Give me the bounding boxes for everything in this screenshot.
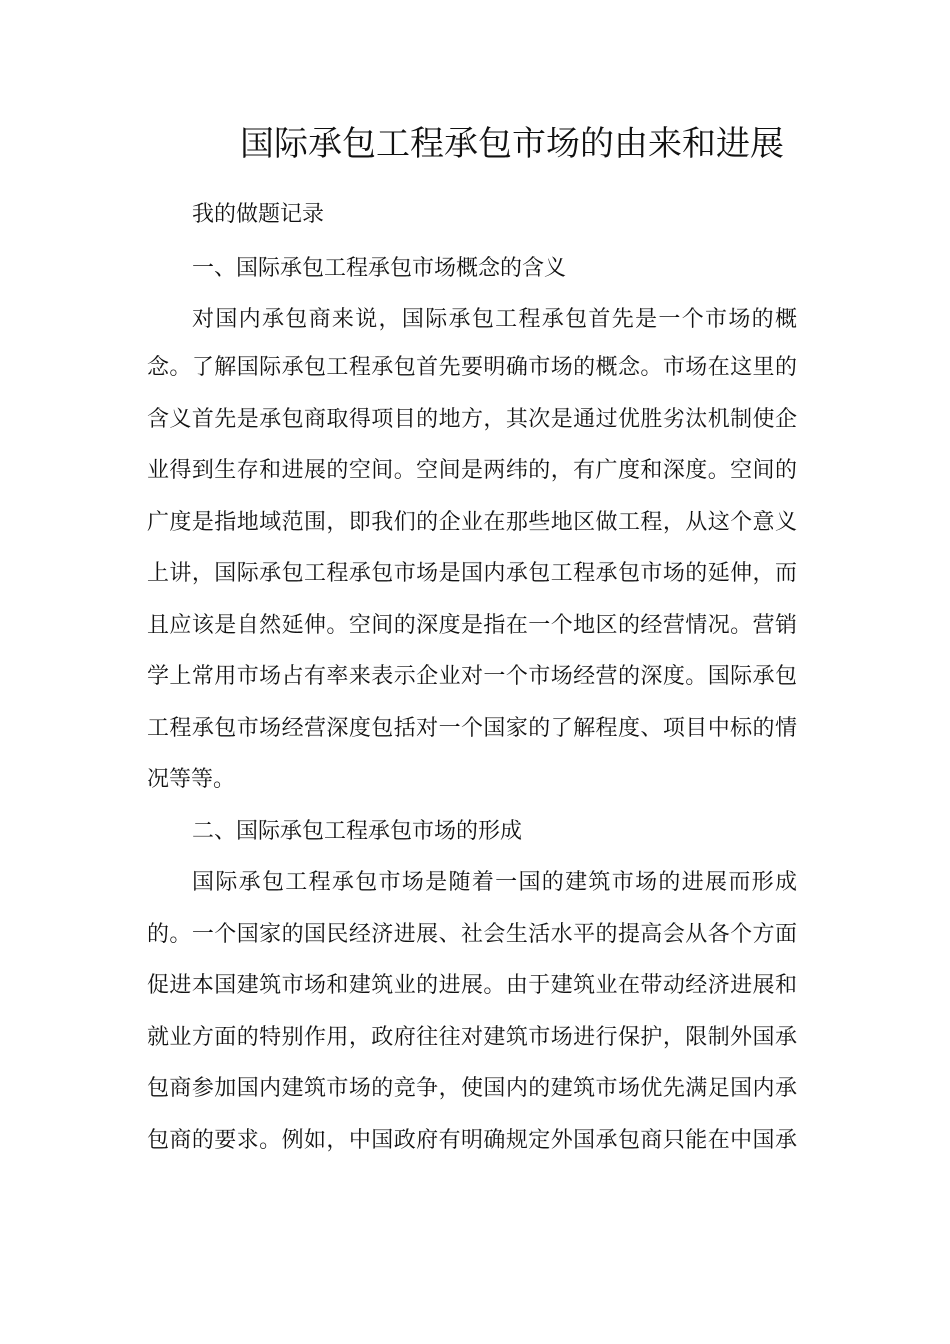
paragraph-line: 对国内承包商来说，国际承包工程承包首先是一个市场的概 <box>192 307 797 332</box>
section-2-heading: 二、国际承包工程承包市场的形成 <box>192 819 523 844</box>
paragraph-line: 学上常用市场占有率来表示企业对一个市场经营的深度。国际承包 <box>147 664 797 689</box>
record-label: 我的做题记录 <box>192 202 325 227</box>
paragraph-line: 工程承包市场经营深度包括对一个国家的了解程度、项目中标的情 <box>147 716 797 741</box>
paragraph-line: 况等等。 <box>147 767 236 792</box>
paragraph-line: 包商参加国内建筑市场的竞争，使国内的建筑市场优先满足国内承 <box>147 1076 797 1101</box>
paragraph-line: 包商的要求。例如，中国政府有明确规定外国承包商只能在中国承 <box>147 1128 797 1153</box>
paragraph-line: 的。一个国家的国民经济进展、社会生活水平的提高会从各个方面 <box>147 922 797 947</box>
paragraph-line: 国际承包工程承包市场是随着一国的建筑市场的进展而形成 <box>192 870 797 895</box>
paragraph-line: 且应该是自然延伸。空间的深度是指在一个地区的经营情况。营销 <box>147 613 797 638</box>
paragraph-line: 上讲，国际承包工程承包市场是国内承包工程承包市场的延伸，而 <box>147 561 797 586</box>
paragraph-line: 含义首先是承包商取得项目的地方，其次是通过优胜劣汰机制使企 <box>147 407 797 432</box>
section-1-heading: 一、国际承包工程承包市场概念的含义 <box>192 256 567 281</box>
paragraph-line: 念。了解国际承包工程承包首先要明确市场的概念。市场在这里的 <box>147 355 797 380</box>
paragraph-line: 促进本国建筑市场和建筑业的进展。由于建筑业在带动经济进展和 <box>147 973 797 998</box>
paragraph-line: 广度是指地域范围，即我们的企业在那些地区做工程，从这个意义 <box>147 510 797 535</box>
paragraph-line: 就业方面的特别作用，政府往往对建筑市场进行保护，限制外国承 <box>147 1025 797 1050</box>
paragraph-line: 业得到生存和进展的空间。空间是两纬的，有广度和深度。空间的 <box>147 458 797 483</box>
document-title: 国际承包工程承包市场的由来和进展 <box>240 124 784 164</box>
